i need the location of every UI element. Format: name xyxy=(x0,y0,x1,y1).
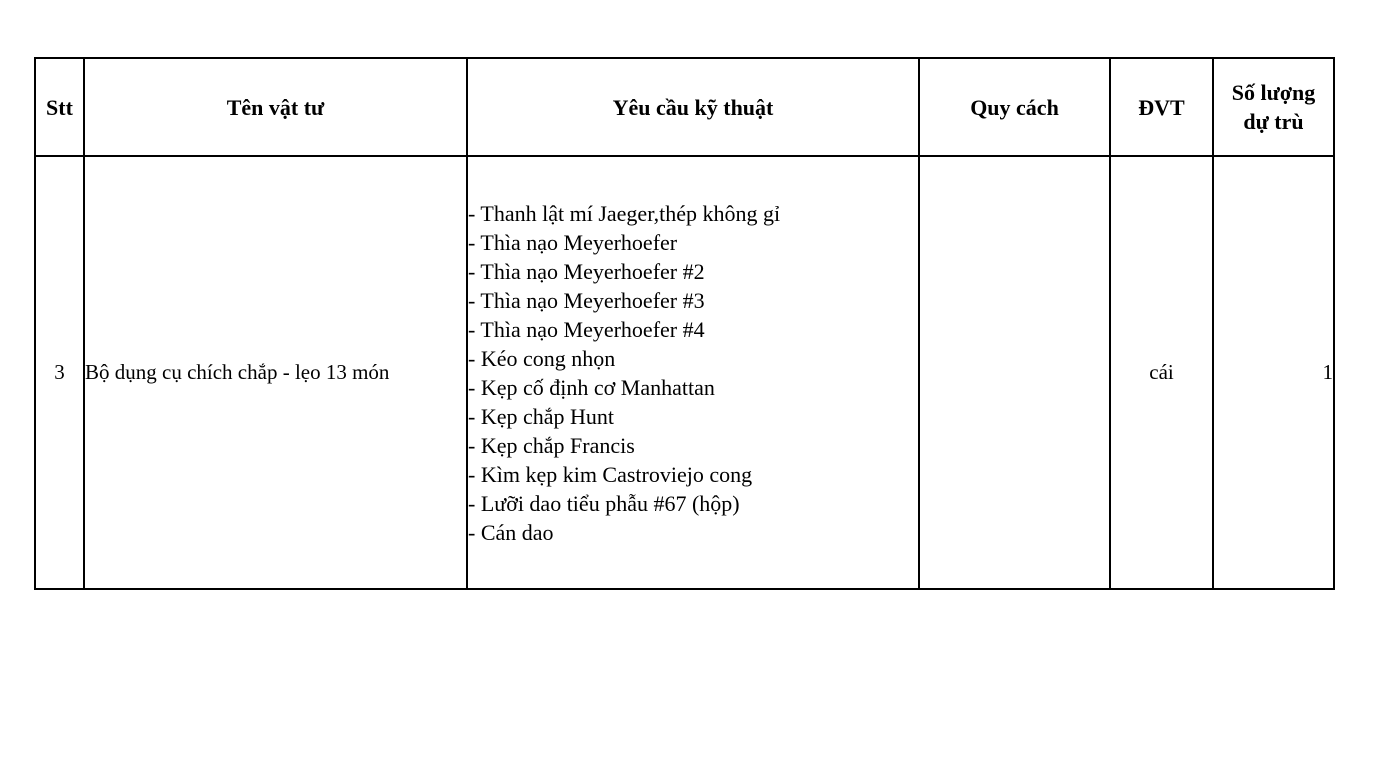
spec-item: - Thìa nạo Meyerhoefer #3 xyxy=(468,287,705,313)
header-item-name: Tên vật tư xyxy=(84,58,467,156)
header-stt: Stt xyxy=(35,58,84,156)
cell-packaging xyxy=(919,156,1110,589)
cell-quantity: 1 xyxy=(1213,156,1334,589)
spec-list xyxy=(468,199,918,547)
header-row xyxy=(35,58,1334,156)
header-technical-requirements: Yêu cầu kỹ thuật xyxy=(467,58,919,156)
spec-item: - Thìa nạo Meyerhoefer #4 xyxy=(468,316,705,342)
header-quantity xyxy=(1213,58,1334,156)
spec-item: - Kẹp cố định cơ Manhattan xyxy=(468,374,715,400)
header-unit: ĐVT xyxy=(1110,58,1213,156)
supplies-table xyxy=(34,57,1335,590)
header-quantity-line-2: dự trù xyxy=(1243,109,1304,134)
header-packaging: Quy cách xyxy=(919,58,1110,156)
cell-stt: 3 xyxy=(35,156,84,589)
table-row xyxy=(35,156,1334,589)
spec-item: - Thanh lật mí Jaeger,thép không gỉ xyxy=(468,200,781,226)
spec-item: - Kìm kẹp kim Castroviejo cong xyxy=(468,461,753,487)
cell-item-name: Bộ dụng cụ chích chắp - lẹo 13 món xyxy=(84,156,467,589)
spec-item: - Lưỡi dao tiểu phẫu #67 (hộp) xyxy=(468,490,740,516)
spec-item: - Thìa nạo Meyerhoefer xyxy=(468,229,678,255)
cell-unit: cái xyxy=(1110,156,1213,589)
spec-item: - Kẹp chắp Francis xyxy=(468,432,635,458)
header-quantity-line-1: Số lượng xyxy=(1231,80,1316,105)
spec-item: - Cán dao xyxy=(468,519,554,545)
spec-item: - Thìa nạo Meyerhoefer #2 xyxy=(468,258,705,284)
spec-item: - Kẹp chắp Hunt xyxy=(468,403,615,429)
cell-technical-requirements xyxy=(467,156,919,589)
spec-item: - Kéo cong nhọn xyxy=(468,345,616,371)
